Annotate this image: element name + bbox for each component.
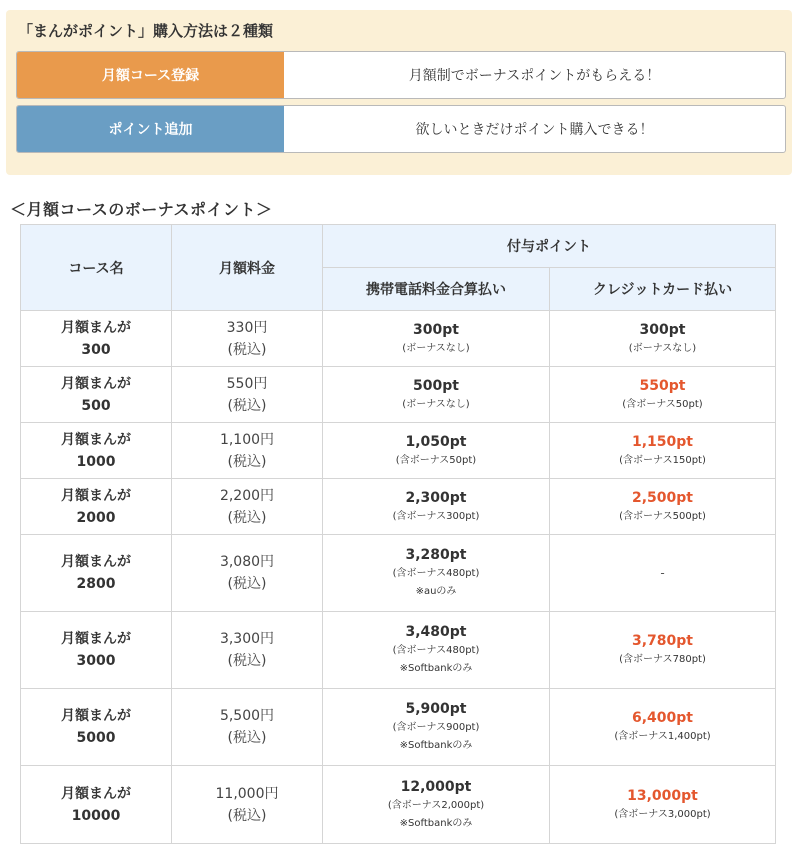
price-tax-note: (税込) — [227, 807, 267, 824]
course-name-line1: 月額まんが — [61, 631, 131, 647]
table-row — [21, 479, 776, 535]
price-tax-note: (税込) — [227, 730, 267, 746]
table-row — [21, 612, 776, 689]
card-points-cell — [550, 535, 776, 612]
carrier-bonus-note: (含ボーナス50pt) — [395, 454, 477, 466]
course-name-line2: 500 — [81, 397, 111, 414]
price-amount: 330円 — [226, 319, 268, 336]
carrier-points: 3,280pt — [405, 547, 467, 563]
monthly-course-row[interactable] — [16, 51, 786, 99]
price-amount: 550円 — [226, 375, 268, 392]
monthly-course-description: 月額制でボーナスポイントがもらえる！ — [408, 68, 661, 84]
course-name-line1: 月額まんが — [61, 431, 131, 448]
course-name-line2: 5000 — [76, 730, 116, 746]
course-name-line2: 10000 — [71, 807, 121, 824]
carrier-restriction-note: ※Softbankのみ — [399, 817, 473, 829]
course-name-cell — [21, 367, 172, 423]
course-name-line1: 月額まんが — [61, 487, 131, 504]
carrier-points: 5,900pt — [405, 701, 467, 717]
price-tax-note: (税込) — [227, 341, 267, 358]
card-points: 13,000pt — [627, 787, 698, 804]
carrier-points-cell — [323, 689, 550, 766]
card-points: 2,500pt — [632, 489, 693, 506]
price-tax-note: (税込) — [227, 509, 267, 526]
card-points: 300pt — [639, 321, 686, 338]
section-title: ＜月額コースのボーナスポイント＞ — [10, 200, 273, 219]
table-row — [21, 367, 776, 423]
course-name-cell — [21, 479, 172, 535]
card-points: 1,150pt — [632, 433, 693, 450]
card-points-cell — [550, 689, 776, 766]
card-points-cell — [550, 367, 776, 423]
price-amount: 2,200円 — [219, 487, 275, 504]
course-name-line1: 月額まんが — [61, 785, 131, 802]
carrier-points-cell — [323, 535, 550, 612]
carrier-bonus-note: (含ボーナス480pt) — [392, 568, 480, 579]
purchase-methods-box — [6, 10, 792, 175]
carrier-points: 2,300pt — [405, 489, 467, 506]
price-cell — [172, 535, 323, 612]
price-amount: 3,300円 — [219, 631, 275, 647]
carrier-points: 3,480pt — [405, 624, 467, 640]
table-row — [21, 535, 776, 612]
header-granted-points: 付与ポイント — [323, 225, 776, 268]
carrier-bonus-note: (含ボーナス900pt) — [392, 722, 480, 733]
price-cell — [172, 311, 323, 367]
header-course-name: コース名 — [21, 225, 172, 311]
card-bonus-note: (含ボーナス500pt) — [619, 510, 706, 522]
card-points-unavailable: - — [660, 566, 665, 580]
price-cell — [172, 423, 323, 479]
course-name-line2: 2800 — [76, 576, 116, 592]
carrier-points: 500pt — [413, 377, 459, 394]
carrier-points: 1,050pt — [405, 433, 467, 450]
price-cell — [172, 689, 323, 766]
carrier-points: 300pt — [413, 321, 459, 338]
course-name-cell — [21, 535, 172, 612]
price-amount: 11,000円 — [215, 785, 279, 802]
course-name-cell — [21, 423, 172, 479]
add-points-button[interactable]: ポイント追加 — [17, 106, 284, 152]
price-tax-note: (税込) — [227, 653, 267, 669]
course-name-line2: 3000 — [76, 653, 116, 669]
price-amount: 5,500円 — [219, 708, 275, 724]
header-monthly-price: 月額料金 — [172, 225, 323, 311]
course-name-line1: 月額まんが — [61, 375, 131, 392]
price-tax-note: (税込) — [227, 397, 267, 414]
header-card-payment: クレジットカード払い — [550, 268, 776, 311]
price-cell — [172, 479, 323, 535]
add-points-description: 欲しいときだけポイント購入できる！ — [415, 122, 654, 138]
course-name-line1: 月額まんが — [61, 554, 131, 570]
add-points-row[interactable] — [16, 105, 786, 153]
course-name-cell — [21, 766, 172, 844]
card-bonus-note: (含ボーナス150pt) — [619, 454, 706, 466]
course-name-cell — [21, 311, 172, 367]
carrier-points-cell — [323, 766, 550, 844]
header-carrier-payment: 携帯電話料金合算払い — [323, 268, 550, 311]
table-row — [21, 689, 776, 766]
card-points-cell — [550, 766, 776, 844]
price-amount: 1,100円 — [219, 431, 275, 448]
price-tax-note: (税込) — [227, 453, 267, 470]
card-bonus-note: (ボーナスなし) — [628, 342, 697, 354]
card-points-cell — [550, 423, 776, 479]
table-row — [21, 423, 776, 479]
carrier-points-cell — [323, 423, 550, 479]
course-name-line2: 2000 — [76, 509, 116, 526]
carrier-restriction-note: ※Softbankのみ — [399, 740, 473, 751]
card-bonus-note: (含ボーナス3,000pt) — [614, 808, 711, 820]
carrier-points: 12,000pt — [400, 778, 472, 795]
card-points-cell — [550, 311, 776, 367]
carrier-restriction-note: ※auのみ — [415, 586, 457, 597]
carrier-bonus-note: (含ボーナス480pt) — [392, 645, 480, 656]
card-points: 3,780pt — [632, 633, 693, 649]
course-name-cell — [21, 689, 172, 766]
price-amount: 3,080円 — [219, 554, 275, 570]
monthly-course-button[interactable]: 月額コース登録 — [17, 52, 284, 98]
carrier-points-cell — [323, 311, 550, 367]
course-name-line2: 1000 — [76, 453, 116, 470]
price-cell — [172, 612, 323, 689]
table-row — [21, 311, 776, 367]
carrier-points-cell — [323, 367, 550, 423]
course-name-line1: 月額まんが — [61, 319, 131, 336]
course-name-cell — [21, 612, 172, 689]
card-bonus-note: (含ボーナス50pt) — [622, 398, 703, 410]
price-cell — [172, 766, 323, 844]
card-points-cell — [550, 612, 776, 689]
card-points: 550pt — [639, 377, 686, 394]
course-name-line1: 月額まんが — [61, 708, 131, 724]
carrier-points-cell — [323, 612, 550, 689]
price-cell — [172, 367, 323, 423]
card-points-cell — [550, 479, 776, 535]
carrier-points-cell — [323, 479, 550, 535]
carrier-bonus-note: (含ボーナス300pt) — [392, 510, 480, 522]
card-bonus-note: (含ボーナス780pt) — [619, 654, 706, 665]
carrier-restriction-note: ※Softbankのみ — [399, 663, 473, 674]
course-name-line2: 300 — [81, 341, 111, 358]
purchase-methods-title: 「まんがポイント」購入方法は２種類 — [18, 22, 274, 40]
bonus-points-table — [20, 224, 776, 844]
card-bonus-note: (含ボーナス1,400pt) — [614, 731, 711, 742]
carrier-bonus-note: (含ボーナス2,000pt) — [387, 799, 485, 811]
price-tax-note: (税込) — [227, 576, 267, 592]
carrier-bonus-note: (ボーナスなし) — [402, 342, 470, 354]
table-row — [21, 766, 776, 844]
card-points: 6,400pt — [632, 710, 693, 726]
carrier-bonus-note: (ボーナスなし) — [402, 398, 470, 410]
